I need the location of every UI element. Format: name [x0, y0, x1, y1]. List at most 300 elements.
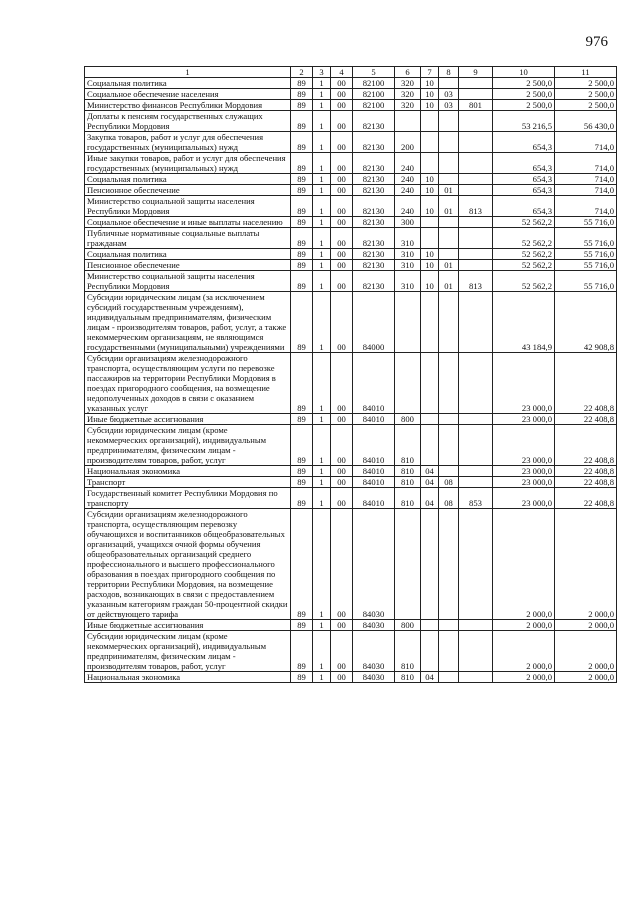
table-row	[85, 271, 617, 292]
code-cell: 10	[421, 89, 439, 100]
code-cell: 82130	[353, 249, 395, 260]
code-cell	[459, 414, 493, 425]
header-cell: 10	[493, 67, 555, 78]
code-cell: 1	[313, 196, 331, 217]
code-cell: 82130	[353, 228, 395, 249]
code-cell: 89	[291, 271, 313, 292]
header-cell: 4	[331, 67, 353, 78]
code-cell	[439, 132, 459, 153]
code-cell: 89	[291, 466, 313, 477]
header-cell: 9	[459, 67, 493, 78]
table-row	[85, 672, 617, 683]
table-row	[85, 196, 617, 217]
code-cell	[459, 509, 493, 620]
code-cell: 01	[439, 260, 459, 271]
code-cell: 1	[313, 292, 331, 353]
table-header	[85, 67, 617, 78]
code-cell: 10	[421, 174, 439, 185]
code-cell: 00	[331, 249, 353, 260]
code-cell: 82130	[353, 132, 395, 153]
table-row	[85, 100, 617, 111]
amount-cell: 43 184,9	[493, 292, 555, 353]
code-cell: 00	[331, 228, 353, 249]
code-cell: 1	[313, 132, 331, 153]
table-row	[85, 425, 617, 466]
code-cell: 00	[331, 414, 353, 425]
code-cell	[459, 132, 493, 153]
code-cell: 00	[331, 196, 353, 217]
code-cell: 00	[331, 78, 353, 89]
code-cell: 04	[421, 466, 439, 477]
code-cell	[459, 292, 493, 353]
code-cell: 82130	[353, 217, 395, 228]
code-cell: 810	[395, 466, 421, 477]
amount-cell: 2 000,0	[555, 509, 617, 620]
table-row	[85, 466, 617, 477]
code-cell: 00	[331, 425, 353, 466]
code-cell	[395, 509, 421, 620]
code-cell: 1	[313, 100, 331, 111]
code-cell: 853	[459, 488, 493, 509]
code-cell: 810	[395, 631, 421, 672]
amount-cell: 55 716,0	[555, 249, 617, 260]
code-cell: 84030	[353, 620, 395, 631]
code-cell	[439, 292, 459, 353]
budget-item-name: Пенсионное обеспечение	[85, 260, 291, 271]
amount-cell: 22 408,8	[555, 466, 617, 477]
amount-cell: 22 408,8	[555, 477, 617, 488]
amount-cell: 2 000,0	[555, 672, 617, 683]
code-cell: 10	[421, 249, 439, 260]
code-cell	[439, 620, 459, 631]
code-cell	[459, 672, 493, 683]
code-cell: 84010	[353, 488, 395, 509]
code-cell: 240	[395, 174, 421, 185]
code-cell: 00	[331, 477, 353, 488]
budget-item-name: Публичные нормативные социальные выплаты гражданам	[85, 228, 291, 249]
code-cell	[421, 425, 439, 466]
code-cell: 82100	[353, 89, 395, 100]
code-cell: 82130	[353, 174, 395, 185]
code-cell: 82130	[353, 271, 395, 292]
amount-cell: 2 000,0	[493, 672, 555, 683]
budget-item-name: Социальное обеспечение и иные выплаты населению	[85, 217, 291, 228]
code-cell: 82100	[353, 100, 395, 111]
code-cell: 800	[395, 620, 421, 631]
code-cell: 1	[313, 414, 331, 425]
amount-cell: 55 716,0	[555, 260, 617, 271]
code-cell: 810	[395, 477, 421, 488]
code-cell: 84030	[353, 509, 395, 620]
amount-cell: 714,0	[555, 185, 617, 196]
amount-cell: 714,0	[555, 174, 617, 185]
amount-cell: 23 000,0	[493, 477, 555, 488]
code-cell	[439, 111, 459, 132]
code-cell: 89	[291, 228, 313, 249]
amount-cell: 654,3	[493, 132, 555, 153]
code-cell: 1	[313, 185, 331, 196]
code-cell: 01	[439, 271, 459, 292]
code-cell: 10	[421, 185, 439, 196]
amount-cell: 23 000,0	[493, 488, 555, 509]
amount-cell: 23 000,0	[493, 466, 555, 477]
amount-cell: 55 716,0	[555, 228, 617, 249]
table-row	[85, 353, 617, 414]
code-cell: 10	[421, 100, 439, 111]
budget-item-name: Социальная политика	[85, 249, 291, 260]
code-cell	[421, 217, 439, 228]
code-cell: 1	[313, 174, 331, 185]
budget-item-name: Закупка товаров, работ и услуг для обеспечения государственных (муниципальных) нужд	[85, 132, 291, 153]
budget-item-name: Субсидии юридическим лицам (за исключением субсидий государственным учреждениям), индивидуальным предпринимателям, физическим лицам - производителям товаров, работ, услуг, а также некоммерческим организациям, не являющимся государственными (муниципальными) учреждениями	[85, 292, 291, 353]
code-cell: 03	[439, 100, 459, 111]
table-row	[85, 153, 617, 174]
amount-cell: 2 000,0	[493, 509, 555, 620]
table-row	[85, 249, 617, 260]
code-cell: 89	[291, 100, 313, 111]
code-cell	[439, 217, 459, 228]
code-cell	[421, 292, 439, 353]
code-cell: 84010	[353, 425, 395, 466]
amount-cell: 52 562,2	[493, 228, 555, 249]
code-cell: 00	[331, 466, 353, 477]
table-row	[85, 89, 617, 100]
code-cell: 810	[395, 672, 421, 683]
code-cell	[439, 509, 459, 620]
code-cell	[421, 509, 439, 620]
code-cell	[439, 249, 459, 260]
table-row	[85, 185, 617, 196]
amount-cell: 2 500,0	[493, 100, 555, 111]
budget-item-name: Социальная политика	[85, 78, 291, 89]
code-cell: 89	[291, 78, 313, 89]
code-cell	[459, 466, 493, 477]
amount-cell: 654,3	[493, 174, 555, 185]
budget-item-name: Субсидии юридическим лицам (кроме некоммерческих организаций), индивидуальным предпринимателям, физическим лицам - производителям товаров, работ, услуг	[85, 631, 291, 672]
amount-cell: 654,3	[493, 185, 555, 196]
code-cell: 200	[395, 132, 421, 153]
code-cell: 00	[331, 89, 353, 100]
amount-cell: 52 562,2	[493, 271, 555, 292]
code-cell	[459, 174, 493, 185]
budget-item-name: Пенсионное обеспечение	[85, 185, 291, 196]
code-cell	[439, 466, 459, 477]
code-cell: 04	[421, 477, 439, 488]
code-cell	[439, 78, 459, 89]
amount-cell: 23 000,0	[493, 414, 555, 425]
code-cell: 310	[395, 271, 421, 292]
code-cell	[421, 631, 439, 672]
code-cell	[459, 477, 493, 488]
code-cell: 03	[439, 89, 459, 100]
amount-cell: 42 908,8	[555, 292, 617, 353]
code-cell	[439, 353, 459, 414]
code-cell: 00	[331, 631, 353, 672]
code-cell: 89	[291, 477, 313, 488]
code-cell: 84030	[353, 631, 395, 672]
amount-cell: 56 430,0	[555, 111, 617, 132]
code-cell: 1	[313, 425, 331, 466]
amount-cell: 52 562,2	[493, 249, 555, 260]
code-cell: 1	[313, 466, 331, 477]
header-cell: 6	[395, 67, 421, 78]
header-cell: 5	[353, 67, 395, 78]
code-cell: 1	[313, 89, 331, 100]
amount-cell: 22 408,8	[555, 425, 617, 466]
amount-cell: 22 408,8	[555, 488, 617, 509]
code-cell: 89	[291, 89, 313, 100]
code-cell: 310	[395, 228, 421, 249]
code-cell	[459, 111, 493, 132]
code-cell: 00	[331, 271, 353, 292]
code-cell: 00	[331, 509, 353, 620]
code-cell: 82100	[353, 78, 395, 89]
budget-item-name: Социальная политика	[85, 174, 291, 185]
header-cell: 8	[439, 67, 459, 78]
code-cell	[459, 78, 493, 89]
code-cell: 89	[291, 132, 313, 153]
budget-item-name: Иные бюджетные ассигнования	[85, 620, 291, 631]
code-cell: 01	[439, 185, 459, 196]
budget-table	[84, 66, 617, 683]
header-cell: 3	[313, 67, 331, 78]
code-cell: 1	[313, 78, 331, 89]
code-cell: 89	[291, 488, 313, 509]
code-cell: 1	[313, 509, 331, 620]
code-cell: 00	[331, 217, 353, 228]
code-cell: 310	[395, 249, 421, 260]
code-cell	[439, 228, 459, 249]
code-cell: 801	[459, 100, 493, 111]
code-cell: 89	[291, 672, 313, 683]
code-cell: 00	[331, 174, 353, 185]
code-cell	[459, 425, 493, 466]
code-cell: 00	[331, 292, 353, 353]
code-cell: 813	[459, 196, 493, 217]
code-cell: 300	[395, 217, 421, 228]
code-cell: 08	[439, 488, 459, 509]
code-cell	[459, 89, 493, 100]
table-row	[85, 132, 617, 153]
header-cell: 7	[421, 67, 439, 78]
code-cell	[459, 217, 493, 228]
code-cell: 84030	[353, 672, 395, 683]
code-cell: 10	[421, 196, 439, 217]
code-cell: 82130	[353, 260, 395, 271]
budget-item-name: Иные бюджетные ассигнования	[85, 414, 291, 425]
amount-cell: 2 000,0	[493, 631, 555, 672]
code-cell: 89	[291, 196, 313, 217]
code-cell: 240	[395, 185, 421, 196]
code-cell: 1	[313, 260, 331, 271]
budget-item-name: Транспорт	[85, 477, 291, 488]
table-row	[85, 620, 617, 631]
table-row	[85, 78, 617, 89]
code-cell: 89	[291, 414, 313, 425]
code-cell: 84010	[353, 414, 395, 425]
code-cell	[421, 414, 439, 425]
code-cell: 1	[313, 271, 331, 292]
code-cell: 84010	[353, 353, 395, 414]
code-cell: 89	[291, 185, 313, 196]
code-cell: 89	[291, 174, 313, 185]
code-cell: 1	[313, 488, 331, 509]
amount-cell: 2 500,0	[493, 89, 555, 100]
code-cell	[439, 174, 459, 185]
code-cell: 810	[395, 488, 421, 509]
amount-cell: 52 562,2	[493, 217, 555, 228]
amount-cell: 2 500,0	[555, 89, 617, 100]
amount-cell: 55 716,0	[555, 271, 617, 292]
code-cell	[439, 631, 459, 672]
code-cell: 320	[395, 89, 421, 100]
budget-item-name: Национальная экономика	[85, 672, 291, 683]
budget-item-name: Доплаты к пенсиям государственных служащих Республики Мордовия	[85, 111, 291, 132]
code-cell: 89	[291, 249, 313, 260]
code-cell	[459, 249, 493, 260]
code-cell: 10	[421, 78, 439, 89]
code-cell: 89	[291, 292, 313, 353]
code-cell	[395, 353, 421, 414]
code-cell: 00	[331, 185, 353, 196]
code-cell	[459, 153, 493, 174]
code-cell: 00	[331, 111, 353, 132]
table-row	[85, 631, 617, 672]
code-cell: 1	[313, 249, 331, 260]
header-cell: 11	[555, 67, 617, 78]
code-cell	[421, 111, 439, 132]
code-cell: 00	[331, 100, 353, 111]
budget-item-name: Государственный комитет Республики Мордовия по транспорту	[85, 488, 291, 509]
code-cell: 82130	[353, 185, 395, 196]
amount-cell: 714,0	[555, 132, 617, 153]
code-cell: 1	[313, 153, 331, 174]
amount-cell: 53 216,5	[493, 111, 555, 132]
header-row	[85, 67, 617, 78]
code-cell	[395, 292, 421, 353]
code-cell: 84000	[353, 292, 395, 353]
code-cell: 800	[395, 414, 421, 425]
code-cell: 320	[395, 78, 421, 89]
amount-cell: 2 500,0	[493, 78, 555, 89]
code-cell	[421, 228, 439, 249]
table-row	[85, 228, 617, 249]
amount-cell: 55 716,0	[555, 217, 617, 228]
code-cell: 89	[291, 620, 313, 631]
amount-cell: 22 408,8	[555, 414, 617, 425]
amount-cell: 23 000,0	[493, 353, 555, 414]
code-cell: 84010	[353, 477, 395, 488]
code-cell: 00	[331, 620, 353, 631]
amount-cell: 714,0	[555, 153, 617, 174]
amount-cell: 714,0	[555, 196, 617, 217]
code-cell: 89	[291, 153, 313, 174]
code-cell: 89	[291, 111, 313, 132]
table-row	[85, 488, 617, 509]
code-cell: 1	[313, 672, 331, 683]
budget-item-name: Министерство социальной защиты населения Республики Мордовия	[85, 196, 291, 217]
code-cell: 89	[291, 260, 313, 271]
amount-cell: 654,3	[493, 153, 555, 174]
amount-cell: 52 562,2	[493, 260, 555, 271]
code-cell: 82130	[353, 111, 395, 132]
table-row	[85, 509, 617, 620]
code-cell	[421, 353, 439, 414]
amount-cell: 654,3	[493, 196, 555, 217]
code-cell: 82130	[353, 153, 395, 174]
amount-cell: 2 000,0	[555, 631, 617, 672]
code-cell: 10	[421, 271, 439, 292]
code-cell: 08	[439, 477, 459, 488]
table-row	[85, 414, 617, 425]
code-cell: 89	[291, 631, 313, 672]
amount-cell: 2 500,0	[555, 78, 617, 89]
code-cell	[439, 672, 459, 683]
budget-item-name: Субсидии организациям железнодорожного транспорта, осуществляющим перевозку обучающихся и воспитанников общеобразовательных организаций, учащихся очной формы обучения общеобразовательных организаций среднего профессионального и высшего профессионального образования в поездах пригородного сообщения по территории Республики Мордовия, на возмещение расходов, возникающих в связи с предоставлением указанным категориям граждан 50-процентной скидки от действующего тарифа	[85, 509, 291, 620]
budget-item-name: Национальная экономика	[85, 466, 291, 477]
code-cell: 00	[331, 132, 353, 153]
code-cell: 1	[313, 111, 331, 132]
code-cell	[439, 425, 459, 466]
code-cell: 10	[421, 260, 439, 271]
code-cell: 84010	[353, 466, 395, 477]
table-row	[85, 217, 617, 228]
code-cell	[459, 228, 493, 249]
code-cell	[421, 132, 439, 153]
amount-cell: 22 408,8	[555, 353, 617, 414]
code-cell: 89	[291, 509, 313, 620]
budget-item-name: Субсидии организациям железнодорожного транспорта, осуществляющим услуги по перевозке пассажиров на территории Республики Мордовия в поездах пригородного сообщения, на возмещение недополученных доходов в связи с оказанием указанных услуг	[85, 353, 291, 414]
amount-cell: 23 000,0	[493, 425, 555, 466]
code-cell	[459, 620, 493, 631]
table-row	[85, 260, 617, 271]
page-number: 976	[585, 34, 608, 50]
code-cell: 01	[439, 196, 459, 217]
code-cell: 813	[459, 271, 493, 292]
table-row	[85, 174, 617, 185]
code-cell	[421, 153, 439, 174]
code-cell: 1	[313, 631, 331, 672]
code-cell: 240	[395, 153, 421, 174]
budget-item-name: Субсидии юридическим лицам (кроме некоммерческих организаций), индивидуальным предпринимателям, физическим лицам - производителям товаров, работ, услуг	[85, 425, 291, 466]
code-cell: 89	[291, 217, 313, 228]
amount-cell: 2 000,0	[555, 620, 617, 631]
code-cell: 310	[395, 260, 421, 271]
code-cell: 320	[395, 100, 421, 111]
table-row	[85, 477, 617, 488]
code-cell	[395, 111, 421, 132]
code-cell: 89	[291, 425, 313, 466]
code-cell	[459, 353, 493, 414]
code-cell: 00	[331, 260, 353, 271]
budget-item-name: Социальное обеспечение населения	[85, 89, 291, 100]
amount-cell: 2 000,0	[493, 620, 555, 631]
code-cell: 00	[331, 153, 353, 174]
code-cell: 1	[313, 477, 331, 488]
code-cell	[459, 631, 493, 672]
code-cell: 240	[395, 196, 421, 217]
table-row	[85, 111, 617, 132]
code-cell: 00	[331, 353, 353, 414]
code-cell	[439, 414, 459, 425]
code-cell: 82130	[353, 196, 395, 217]
amount-cell: 2 500,0	[555, 100, 617, 111]
code-cell: 00	[331, 672, 353, 683]
code-cell	[439, 153, 459, 174]
code-cell: 1	[313, 620, 331, 631]
table-row	[85, 292, 617, 353]
code-cell	[421, 620, 439, 631]
